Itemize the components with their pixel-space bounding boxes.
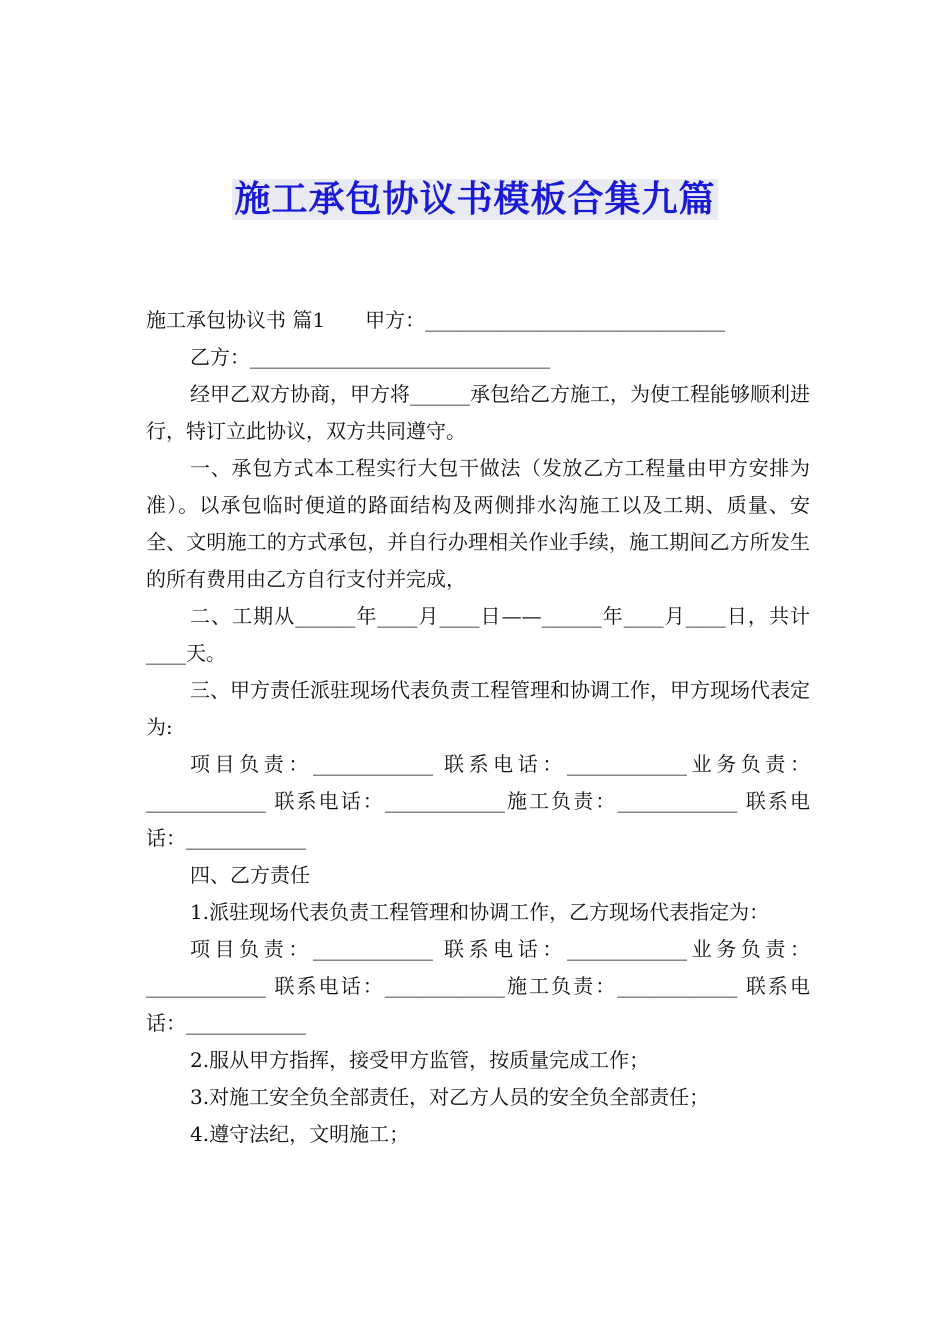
paragraph-party-b-contacts: 项目负责：____________ 联系电话：____________业务负责：____________ 联系电话：____________施工负责：____________ 联系电话：____________: [146, 937, 810, 1035]
paragraph-item-2: 2.服从甲方指挥，接受甲方监管，按质量完成工作；: [190, 1048, 650, 1072]
paragraph-item-3: 3.对施工安全负全部责任，对乙方人员的安全负全部责任；: [190, 1085, 710, 1109]
paragraph-item-1: 1.派驻现场代表负责工程管理和协调工作，乙方现场代表指定为：: [190, 900, 770, 924]
document-title: [0, 178, 950, 222]
paragraph-party-a-contacts: 项目负责：____________ 联系电话：____________业务负责：____________ 联系电话：____________施工负责：____________ 联系电话：____________: [146, 752, 810, 850]
paragraph-heading-party-a: 施工承包协议书 篇1 甲方：______________________________: [146, 308, 726, 332]
paragraph-contract-method: 一、承包方式本工程实行大包干做法（发放乙方工程量由甲方安排为准）。以承包临时便道的路面结构及两侧排水沟施工以及工期、质量、安全、文明施工的方式承包，并自行办理相关作业手续，施工期间乙方所发生的所有费用由乙方自行支付并完成，: [146, 456, 810, 591]
paragraph-duration: 二、工期从______年____月____日——______年____月____日，共计____天。: [146, 604, 810, 665]
title-text: 施工承包协议书模板合集九篇: [234, 179, 716, 220]
paragraph-party-b-duty: 四、乙方责任: [190, 863, 310, 887]
paragraph-party-a-duty: 三、甲方责任派驻现场代表负责工程管理和协调工作，甲方现场代表定为:: [146, 678, 810, 739]
paragraph-party-b: 乙方：______________________________: [190, 345, 550, 369]
document-body: [146, 302, 810, 1153]
paragraph-intro: 经甲乙双方协商，甲方将______承包给乙方施工，为使工程能够顺利进行，特订立此协议，双方共同遵守。: [146, 382, 810, 443]
paragraph-item-4: 4.遵守法纪，文明施工；: [190, 1122, 410, 1146]
